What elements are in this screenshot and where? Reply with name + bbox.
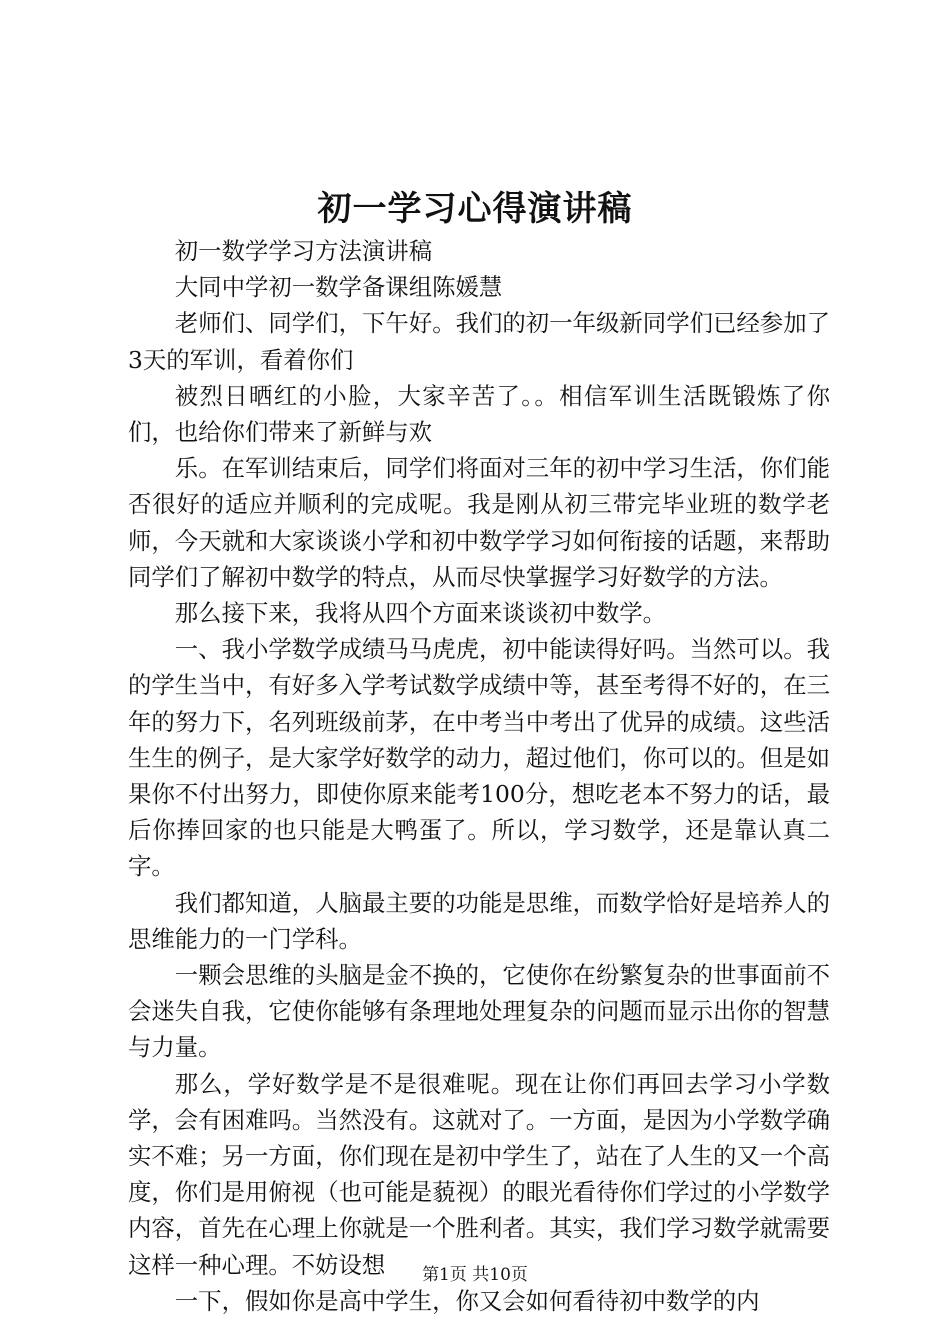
paragraph: 老师们、同学们，下午好。我们的初一年级新同学们已经参加了3天的军训，看着你们: [128, 309, 830, 374]
document-body: [128, 233, 830, 1319]
paragraph: 那么接下来，我将从四个方面来谈谈初中数学。: [174, 599, 666, 628]
paragraph: 初一数学学习方法演讲稿: [174, 237, 433, 265]
paragraph: 一、我小学数学成绩马马虎虎，初中能读得好吗。当然可以。我的学生当中，有好多入学考试数学成绩中等，甚至考得不好的，在三年的努力下，名列班级前茅，在中考当中考出了优异的成绩。这些活生生的例子，是大家学好数学的动力，超过他们，你可以的。但是如果你不付出努力，即使你原来能考100分，想吃老本不努力的话，最后你捧回家的也只能是大鸭蛋了。所以，学习数学，还是靠认真二字。: [128, 635, 830, 881]
paragraph: 一下，假如你是高中学生，你又会如何看待初中数学的内: [174, 1286, 760, 1315]
paragraph: 一颗会思维的头脑是金不换的，它使你在纷繁复杂的世事面前不会迷失自我，它使你能够有条理地处理复杂的问题而显示出你的智慧与力量。: [128, 961, 830, 1062]
paragraph: 大同中学初一数学备课组陈媛慧: [174, 273, 503, 302]
paragraph: 被烈日晒红的小脸，大家辛苦了。。相信军训生活既锻炼了你们，也给你们带来了新鲜与欢: [128, 381, 830, 447]
document-title: 初一学习心得演讲稿: [317, 189, 633, 229]
paragraph: 那么，学好数学是不是很难呢。现在让你们再回去学习小学数学，会有困难吗。当然没有。这就对了。一方面，是因为小学数学确实不难；另一方面，你们现在是初中学生了，站在了人生的又一个高度，你们是用俯视（也可能是藐视）的眼光看待你们学过的小学数学内容，首先在心理上你就是一个胜利者。其实，我们学习数学就需要这样一种心理。不妨设想: [128, 1069, 830, 1279]
paragraph: 乐。在军训结束后，同学们将面对三年的初中学习生活，你们能否很好的适应并顺利的完成呢。我是刚从初三带完毕业班的数学老师，今天就和大家谈谈小学和初中数学学习如何衔接的话题，来帮助同学们了解初中数学的特点，从而尽快掌握学习好数学的方法。: [128, 454, 830, 591]
paragraph: 我们都知道，人脑最主要的功能是思维，而数学恰好是培养人的思维能力的一门学科。: [128, 888, 830, 953]
page-footer: 第1页 共10页: [422, 1265, 528, 1285]
